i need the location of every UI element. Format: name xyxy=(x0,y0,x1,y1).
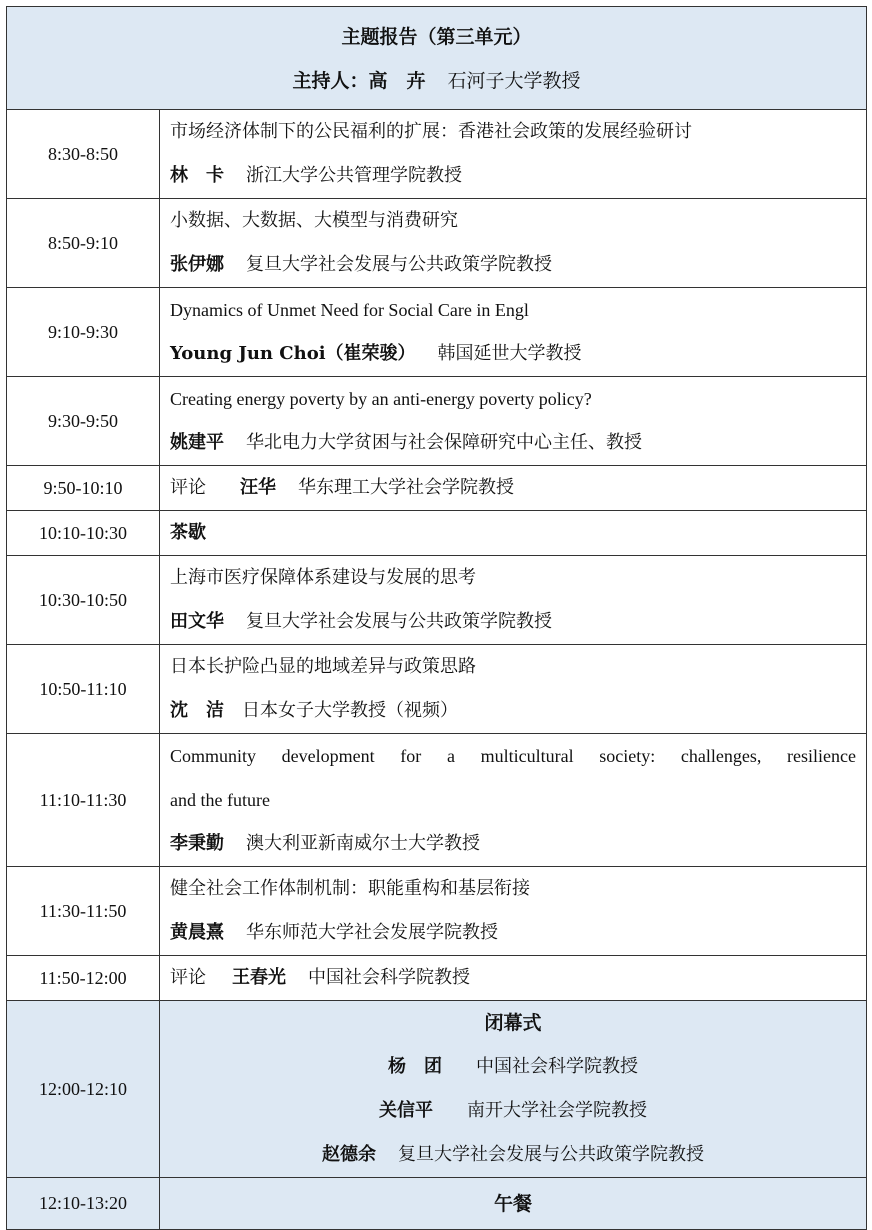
time-slot: 8:30-8:50 xyxy=(7,110,160,199)
talk-cell xyxy=(160,734,867,867)
closing-person-name: 杨 团 xyxy=(388,1056,442,1077)
speaker-name: 汪华 xyxy=(240,477,276,498)
break-cell xyxy=(160,511,867,556)
host-affiliation: 石河子大学教授 xyxy=(447,70,581,92)
session-header-row xyxy=(7,7,867,110)
speaker-name: 沈 洁 xyxy=(170,700,224,721)
closing-person-name: 关信平 xyxy=(379,1100,433,1121)
talk-topic-line1: Community development for a multicultural society: challenges, resilience xyxy=(170,746,857,766)
time-slot: 11:50-12:00 xyxy=(7,956,160,1001)
speaker-affiliation: 华东师范大学社会发展学院教授 xyxy=(246,922,498,943)
talk-cell xyxy=(160,645,867,734)
talk-cell xyxy=(160,377,867,466)
talk-topic: 上海市医疗保障体系建设与发展的思考 xyxy=(170,567,476,588)
speaker-name: Young Jun Choi（崔荣骏） xyxy=(170,343,416,364)
session-header xyxy=(7,7,867,110)
talk-topic: 日本长护险凸显的地域差异与政策思路 xyxy=(170,656,476,677)
session-title: 主题报告（第三单元） xyxy=(341,26,532,48)
closing-person-affiliation: 南开大学社会学院教授 xyxy=(467,1100,647,1121)
time-slot: 10:50-11:10 xyxy=(7,645,160,734)
speaker-affiliation: 复旦大学社会发展与公共政策学院教授 xyxy=(246,254,552,275)
speaker-name: 王春光 xyxy=(232,967,286,988)
talk-topic: Creating energy poverty by an anti-energy poverty policy? xyxy=(170,389,592,409)
table-row xyxy=(7,645,867,734)
time-slot: 11:10-11:30 xyxy=(7,734,160,867)
time-slot: 11:30-11:50 xyxy=(7,867,160,956)
table-row xyxy=(7,288,867,377)
time-slot: 10:10-10:30 xyxy=(7,511,160,556)
talk-topic: 市场经济体制下的公民福利的扩展：香港社会政策的发展经验研讨 xyxy=(170,121,692,142)
tea-break-label: 茶歇 xyxy=(170,522,206,543)
closing-cell xyxy=(160,1001,867,1178)
comment-cell xyxy=(160,956,867,1001)
time-slot: 10:30-10:50 xyxy=(7,556,160,645)
time-slot: 9:50-10:10 xyxy=(7,466,160,511)
talk-cell xyxy=(160,288,867,377)
time-slot: 9:30-9:50 xyxy=(7,377,160,466)
closing-title: 闭幕式 xyxy=(484,1012,542,1034)
closing-row xyxy=(7,1001,867,1178)
table-row xyxy=(7,110,867,199)
talk-cell xyxy=(160,199,867,288)
talk-topic-line2: and the future xyxy=(170,790,270,810)
lunch-cell xyxy=(160,1178,867,1230)
table-row xyxy=(7,377,867,466)
speaker-name: 李秉勤 xyxy=(170,833,224,854)
speaker-affiliation: 中国社会科学院教授 xyxy=(308,967,470,988)
comment-cell xyxy=(160,466,867,511)
lunch-label: 午餐 xyxy=(494,1192,533,1215)
speaker-affiliation: 华北电力大学贫困与社会保障研究中心主任、教授 xyxy=(246,432,642,453)
speaker-affiliation: 复旦大学社会发展与公共政策学院教授 xyxy=(246,611,552,632)
time-slot: 12:10-13:20 xyxy=(7,1178,160,1230)
speaker-name: 林 卡 xyxy=(170,165,224,186)
closing-person-name: 赵德余 xyxy=(322,1144,376,1165)
table-row xyxy=(7,956,867,1001)
comment-label: 评论 xyxy=(170,967,206,988)
talk-topic: Dynamics of Unmet Need for Social Care in Engl xyxy=(170,300,529,320)
lunch-row xyxy=(7,1178,867,1230)
table-row xyxy=(7,556,867,645)
table-row xyxy=(7,867,867,956)
speaker-affiliation: 韩国延世大学教授 xyxy=(437,343,582,364)
talk-topic: 健全社会工作体制机制：职能重构和基层衔接 xyxy=(170,878,530,899)
speaker-name: 田文华 xyxy=(170,611,224,632)
time-slot: 9:10-9:30 xyxy=(7,288,160,377)
speaker-affiliation: 华东理工大学社会学院教授 xyxy=(298,477,514,498)
talk-cell xyxy=(160,867,867,956)
speaker-name: 张伊娜 xyxy=(170,254,224,275)
speaker-affiliation: 日本女子大学教授（视频） xyxy=(242,700,458,721)
closing-person-affiliation: 中国社会科学院教授 xyxy=(476,1056,638,1077)
table-row xyxy=(7,466,867,511)
speaker-affiliation: 浙江大学公共管理学院教授 xyxy=(246,165,462,186)
table-row xyxy=(7,511,867,556)
talk-cell xyxy=(160,556,867,645)
talk-topic: 小数据、大数据、大模型与消费研究 xyxy=(170,210,458,231)
time-slot: 8:50-9:10 xyxy=(7,199,160,288)
host-name: 高 卉 xyxy=(368,70,426,92)
time-slot: 12:00-12:10 xyxy=(7,1001,160,1178)
host-label: 主持人： xyxy=(292,70,369,92)
comment-label: 评论 xyxy=(170,477,206,498)
speaker-name: 黄晨熹 xyxy=(170,922,224,943)
speaker-affiliation: 澳大利亚新南威尔士大学教授 xyxy=(246,833,480,854)
schedule-table xyxy=(6,6,867,1230)
speaker-name: 姚建平 xyxy=(170,432,224,453)
closing-person-affiliation: 复旦大学社会发展与公共政策学院教授 xyxy=(398,1144,704,1165)
table-row xyxy=(7,199,867,288)
talk-cell xyxy=(160,110,867,199)
session-host xyxy=(7,59,866,103)
table-row xyxy=(7,734,867,867)
